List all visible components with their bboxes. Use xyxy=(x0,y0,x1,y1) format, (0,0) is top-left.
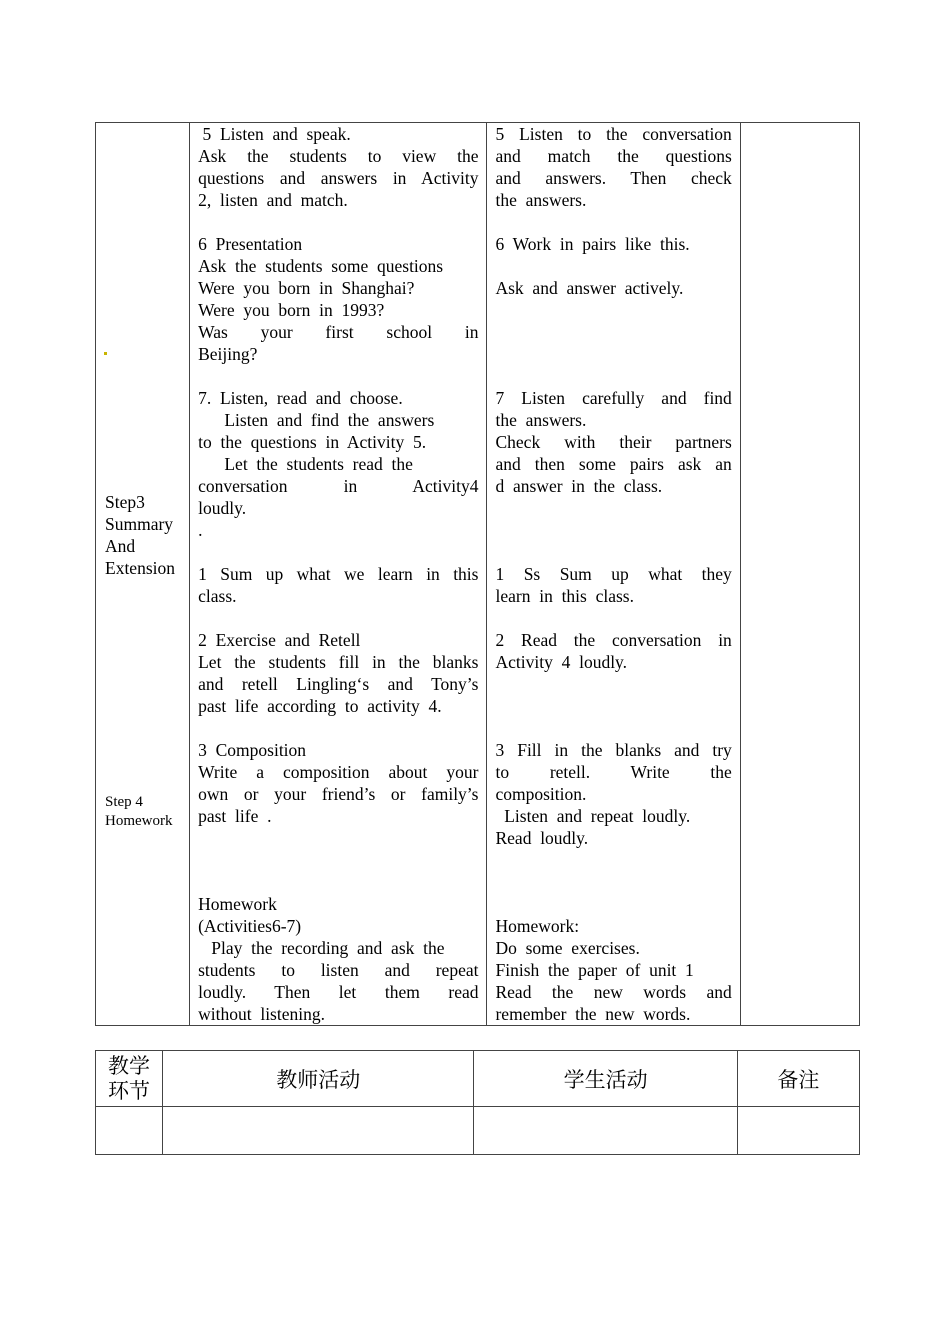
teacher-activity-cell xyxy=(190,123,487,1026)
teacher-line: Ask the students some questions xyxy=(198,256,444,276)
teacher-line: 2, listen and match. xyxy=(198,190,348,210)
teacher-line: and retell Lingling‘s and Tony’s xyxy=(198,674,479,694)
empty-cell xyxy=(163,1107,474,1155)
teacher-line xyxy=(198,541,478,563)
teacher-line: Listen and find the answers xyxy=(198,410,435,430)
header-row xyxy=(96,1051,860,1107)
teacher-line: own or your friend’s or family’s xyxy=(198,784,479,804)
student-line xyxy=(495,365,731,387)
student-line xyxy=(495,893,731,915)
student-line: Activity 4 loudly. xyxy=(495,652,628,672)
teacher-line: to the questions in Activity 5. xyxy=(198,432,427,452)
teacher-line: Write a composition about your xyxy=(198,762,479,782)
student-line: Do some exercises. xyxy=(495,938,640,958)
student-line: d answer in the class. xyxy=(495,476,663,496)
teacher-line: Was your first school in xyxy=(198,322,479,342)
student-line: Read loudly. xyxy=(495,828,589,848)
teacher-line xyxy=(198,827,478,849)
teacher-line xyxy=(198,871,478,893)
student-line xyxy=(495,849,731,871)
teacher-line: questions and answers in Activity xyxy=(198,168,479,188)
student-line xyxy=(495,607,731,629)
teacher-line: 2 Exercise and Retell xyxy=(198,630,361,650)
student-activity-cell xyxy=(487,123,740,1026)
student-line xyxy=(495,871,731,893)
student-line: 5 Listen to the conversation xyxy=(495,124,732,144)
teacher-line: Were you born in Shanghai? xyxy=(198,278,415,298)
teacher-line: Beijing? xyxy=(198,344,258,364)
teacher-line: 7. Listen, read and choose. xyxy=(198,388,403,408)
student-line: Ask and answer actively. xyxy=(495,278,684,298)
student-line: Read the new words and xyxy=(495,982,732,1002)
teacher-line: Homework xyxy=(198,894,277,914)
student-line: Listen and repeat loudly. xyxy=(495,806,691,826)
teacher-line: Were you born in 1993? xyxy=(198,300,385,320)
header-student-activity: 学生活动 xyxy=(474,1051,737,1107)
teacher-line xyxy=(198,849,478,871)
student-line: and match the questions xyxy=(495,146,732,166)
teacher-line: class. xyxy=(198,586,237,606)
student-line xyxy=(495,497,731,519)
teacher-line: Play the recording and ask the xyxy=(198,938,445,958)
teacher-line: . xyxy=(198,520,203,540)
student-line xyxy=(495,299,731,321)
student-line: the answers. xyxy=(495,190,587,210)
student-line: Homework: xyxy=(495,916,580,936)
empty-cell xyxy=(474,1107,737,1155)
lesson-header-table xyxy=(95,1050,860,1155)
header-teacher-activity: 教师活动 xyxy=(163,1051,474,1107)
teacher-line: conversation in Activity4 xyxy=(198,476,479,496)
student-line xyxy=(495,255,731,277)
teacher-line xyxy=(198,365,478,387)
teacher-line: past life according to activity 4. xyxy=(198,696,442,716)
notes-cell xyxy=(740,123,859,1026)
student-line: and answers. Then check xyxy=(495,168,732,188)
teacher-activity-text xyxy=(190,123,486,1025)
student-line: remember the new words. xyxy=(495,1004,691,1024)
empty-cell xyxy=(96,1107,163,1155)
student-line xyxy=(495,541,731,563)
header-notes: 备注 xyxy=(737,1051,859,1107)
student-line: Finish the paper of unit 1 xyxy=(495,960,694,980)
student-line xyxy=(495,343,731,365)
student-line: to retell. Write the xyxy=(495,762,732,782)
step4-label: Step 4 Homework xyxy=(105,794,173,829)
teacher-line: Let the students fill in the blanks xyxy=(198,652,479,672)
student-line xyxy=(495,321,731,343)
empty-cell xyxy=(737,1107,859,1155)
student-line: composition. xyxy=(495,784,587,804)
teacher-line: without listening. xyxy=(198,1004,325,1024)
student-line xyxy=(495,673,731,695)
teacher-line: 5 Listen and speak. xyxy=(198,124,351,144)
student-line: 3 Fill in the blanks and try xyxy=(495,740,732,760)
student-line: 6 Work in pairs like this. xyxy=(495,234,690,254)
teacher-line: (Activities6-7) xyxy=(198,916,302,936)
teacher-line: 6 Presentation xyxy=(198,234,303,254)
student-line xyxy=(495,211,731,233)
header-stage: 教学 环节 xyxy=(96,1051,163,1107)
teacher-line: Let the students read the xyxy=(198,454,413,474)
student-line: 1 Ss Sum up what they xyxy=(495,564,732,584)
teacher-line: loudly. Then let them read xyxy=(198,982,479,1002)
teacher-line: 1 Sum up what we learn in this xyxy=(198,564,479,584)
student-line: 7 Listen carefully and find xyxy=(495,388,732,408)
teacher-line xyxy=(198,717,478,739)
student-line: and then some pairs ask an xyxy=(495,454,732,474)
student-line xyxy=(495,717,731,739)
teacher-line xyxy=(198,607,478,629)
stage-column-cell xyxy=(96,123,190,1026)
student-line xyxy=(495,695,731,717)
teacher-line: loudly. xyxy=(198,498,247,518)
student-line: the answers. xyxy=(495,410,587,430)
empty-row xyxy=(96,1107,860,1155)
student-line: 2 Read the conversation in xyxy=(495,630,732,650)
student-activity-text xyxy=(487,123,739,1025)
step3-label: Step3 Summary And Extension xyxy=(105,492,175,578)
teacher-line: Ask the students to view the xyxy=(198,146,479,166)
student-line: Check with their partners xyxy=(495,432,732,452)
teacher-line: students to listen and repeat xyxy=(198,960,479,980)
teacher-line: 3 Composition xyxy=(198,740,307,760)
teacher-line xyxy=(198,211,478,233)
student-line xyxy=(495,519,731,541)
student-line: learn in this class. xyxy=(495,586,634,606)
table-row xyxy=(96,123,860,1026)
lesson-plan-table xyxy=(95,122,860,1026)
teacher-line: past life . xyxy=(198,806,272,826)
